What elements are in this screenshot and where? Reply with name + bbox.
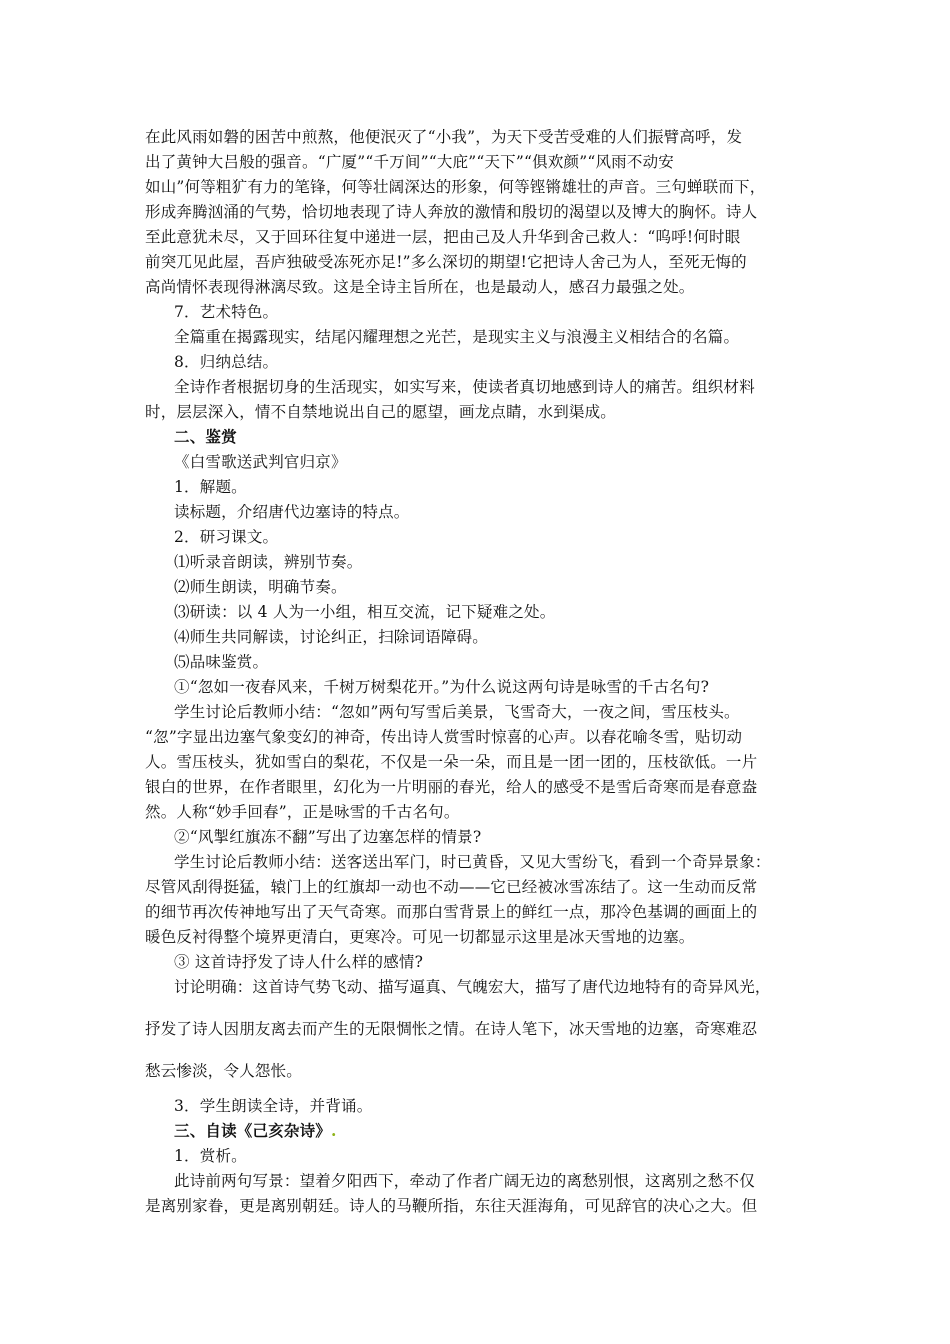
paragraph-line: 读标题，介绍唐代边塞诗的特点。 <box>174 503 410 521</box>
paragraph-line: 尽管风刮得挺猛，辕门上的红旗却一动也不动——它已经被冰雪冻结了。这一生动而反常 <box>145 878 758 896</box>
list-item-heading: 7．艺术特色。 <box>174 303 279 321</box>
question-line: ③ 这首诗抒发了诗人什么样的感情? <box>174 953 424 971</box>
list-item-heading: 1．解题。 <box>174 478 247 496</box>
paragraph-line: 愁云惨淡，令人怨怅。 <box>145 1062 303 1080</box>
paragraph-line: 形成奔腾汹涌的气势，恰切地表现了诗人奔放的激情和殷切的渴望以及博大的胸怀。诗人 <box>145 203 758 221</box>
section-heading-row <box>174 1120 854 1142</box>
paragraph-line: 的细节再次传神地写出了天气奇寒。而那白雪背景上的鲜红一点，那冷色基调的画面上的 <box>145 903 758 921</box>
paragraph-line: 抒发了诗人因朋友离去而产生的无限惆怅之情。在诗人笔下，冰天雪地的边塞，奇寒难忍 <box>145 1020 758 1038</box>
section-heading: 二、鉴赏 <box>174 427 237 446</box>
paragraph-line: 前突兀见此屋，吾庐独破受冻死亦足!”多么深切的期望!它把诗人舍己为人，至死无悔的 <box>145 253 747 271</box>
question-line: ②“风掣红旗冻不翻”写出了边塞怎样的情景? <box>174 828 482 846</box>
section-heading: 三、自读《己亥杂诗》 <box>174 1121 332 1140</box>
sub-item: ⑵师生朗读，明确节奏。 <box>174 578 347 596</box>
paragraph-line: 全篇重在揭露现实，结尾闪耀理想之光芒，是现实主义与浪漫主义相结合的名篇。 <box>174 328 740 346</box>
poem-title: 《白雪歌送武判官归京》 <box>174 453 347 471</box>
paragraph-line: “忽”字显出边塞气象变幻的神奇，传出诗人赏雪时惊喜的心声。以春花喻冬雪，贴切动 <box>145 728 743 746</box>
paragraph-line: 全诗作者根据切身的生活现实，如实写来，使读者真切地感到诗人的痛苦。组织材料 <box>174 378 755 396</box>
paragraph-line: 如山”何等粗犷有力的笔锋，何等壮阔深达的形象，何等铿锵雄壮的声音。三句蝉联而下， <box>145 178 766 196</box>
paragraph-line: 学生讨论后教师小结：送客送出军门，时已黄昏，又见大雪纷飞，看到一个奇异景象： <box>174 853 771 871</box>
paragraph-line: 出了黄钟大吕般的强音。“广厦”“千万间”“大庇”“天下”“俱欢颜”“风雨不动安 <box>145 153 674 171</box>
section-mark: . <box>331 1121 337 1140</box>
paragraph-line: 银白的世界，在作者眼里，幻化为一片明丽的春光，给人的感受不是雪后奇寒而是春意盎 <box>145 778 758 796</box>
paragraph-line: 是离别家眷，更是离别朝廷。诗人的马鞭所指，东往天涯海角，可见辞官的决心之大。但 <box>145 1197 758 1215</box>
paragraph-line: 至此意犹未尽，又于回环往复中递进一层，把由己及人升华到舍己救人：“呜呼!何时眼 <box>145 228 741 246</box>
paragraph-line: 讨论明确：这首诗气势飞动、描写逼真、气魄宏大，描写了唐代边地特有的奇异风光， <box>174 978 771 996</box>
paragraph-line: 高尚情怀表现得淋漓尽致。这是全诗主旨所在，也是最动人，感召力最强之处。 <box>145 278 695 296</box>
question-line: ①“忽如一夜春风来，千树万树梨花开。”为什么说这两句诗是咏雪的千古名句? <box>174 678 710 696</box>
sub-item: ⑸品味鉴赏。 <box>174 653 269 671</box>
list-item-heading: 8．归纳总结。 <box>174 353 279 371</box>
paragraph-line: 学生讨论后教师小结：“忽如”两句写雪后美景，飞雪奇大，一夜之间，雪压枝头。 <box>174 703 740 721</box>
sub-item: ⑶研读：以 4 人为一小组，相互交流，记下疑难之处。 <box>174 603 556 621</box>
list-item-heading: 3．学生朗读全诗，并背诵。 <box>174 1097 373 1115</box>
sub-item: ⑴听录音朗读，辨别节奏。 <box>174 553 363 571</box>
list-item-heading: 2．研习课文。 <box>174 528 279 546</box>
list-item-heading: 1．赏析。 <box>174 1147 247 1165</box>
sub-item: ⑷师生共同解读，讨论纠正，扫除词语障碍。 <box>174 628 489 646</box>
paragraph-line: 然。人称“妙手回春”，正是咏雪的千古名句。 <box>145 803 460 821</box>
paragraph-line: 人。雪压枝头，犹如雪白的梨花，不仅是一朵一朵，而且是一团一团的，压枝欲低。一片 <box>145 753 758 771</box>
paragraph-line: 此诗前两句写景：望着夕阳西下，牵动了作者广阔无边的离愁别恨，这离别之愁不仅 <box>174 1172 755 1190</box>
paragraph-line: 时，层层深入，情不自禁地说出自己的愿望，画龙点睛，水到渠成。 <box>145 403 617 421</box>
paragraph-line: 在此风雨如磐的困苦中煎熬，他便泯灭了“小我”，为天下受苦受难的人们振臂高呼，发 <box>145 128 743 146</box>
paragraph-line: 暖色反衬得整个境界更清白，更寒冷。可见一切都显示这里是冰天雪地的边塞。 <box>145 928 695 946</box>
